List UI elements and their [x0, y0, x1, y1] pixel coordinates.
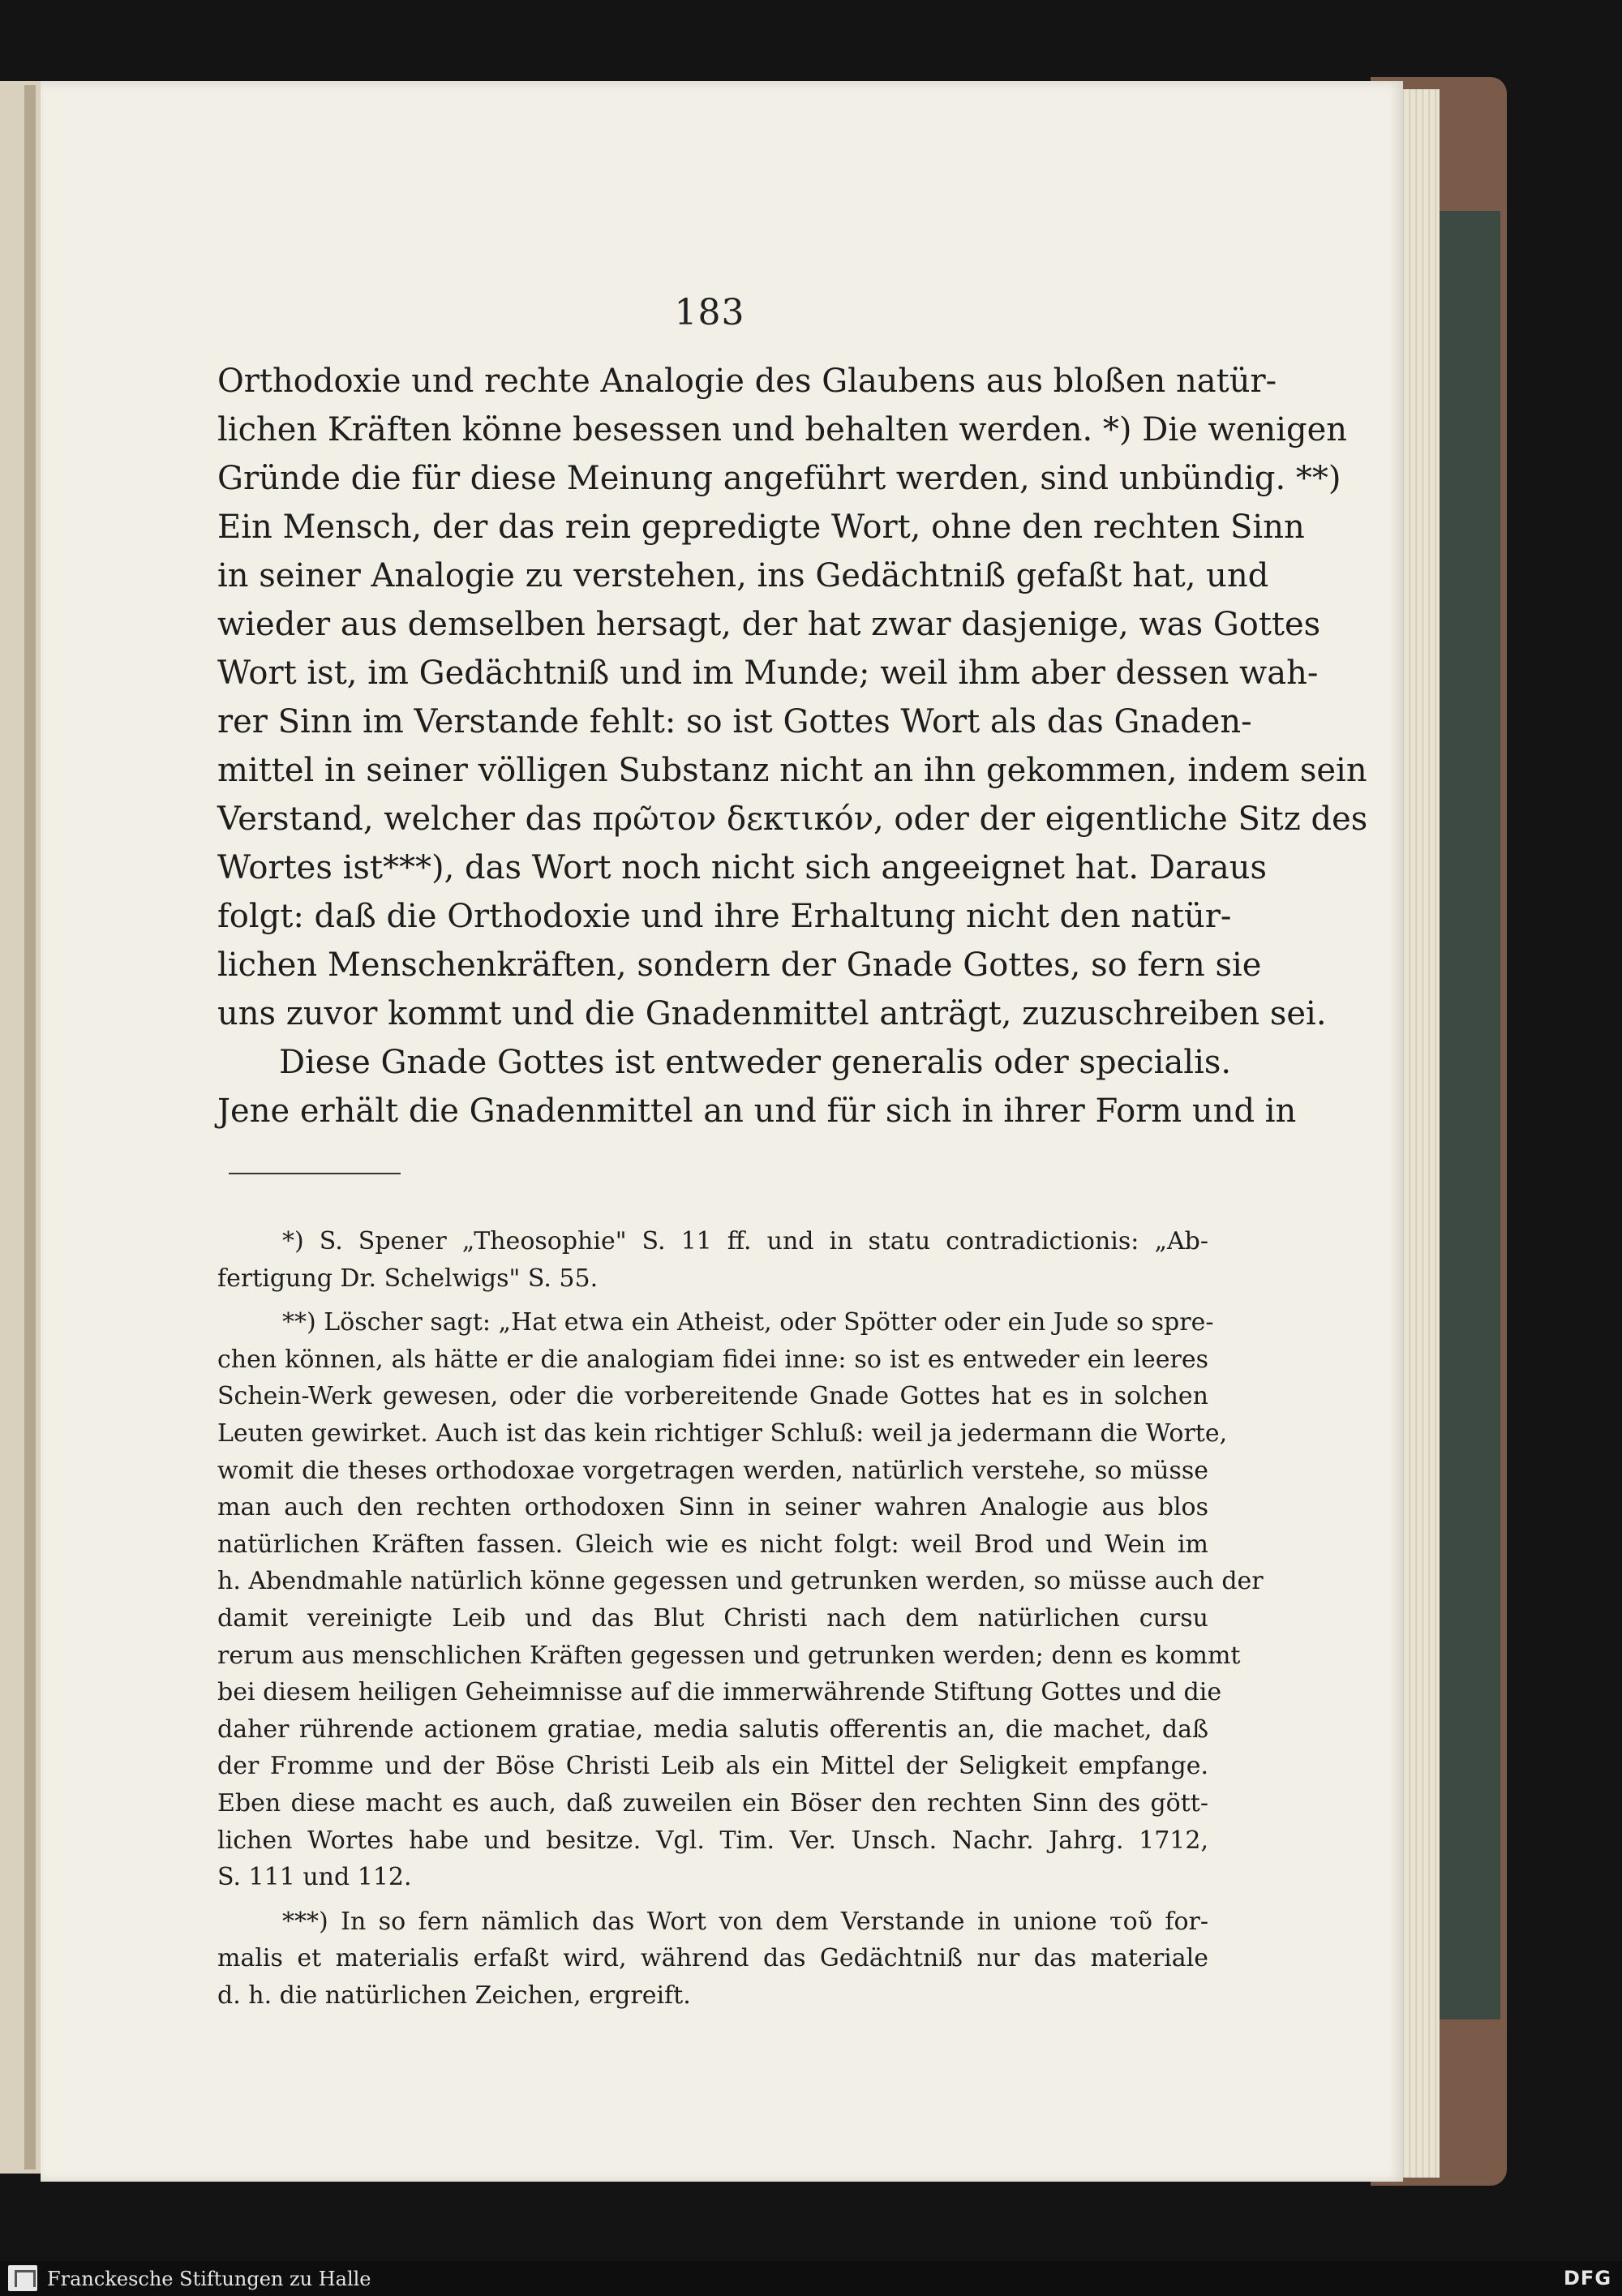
footnote-line: man auch den rechten orthodoxen Sinn in seiner wahren Analogie aus blos [217, 1493, 1208, 1522]
text-line: rer Sinn im Verstande fehlt: so ist Gottes Wort als das Gnaden- [217, 703, 1252, 740]
footnotes [217, 1223, 1264, 2014]
footnote-line: *) S. Spener „Theosophie" S. 11 ff. und in statu contradictionis: „Ab- [282, 1227, 1208, 1255]
footnote-line: ***) In so fern nämlich das Wort von dem Verstande in unione τοῦ for- [282, 1907, 1208, 1936]
text-line: in seiner Analogie zu verstehen, ins Gedächtniß gefaßt hat, und [217, 557, 1269, 594]
footnote-line: Leuten gewirket. Auch ist das kein richtiger Schluß: weil ja jedermann die Worte, [217, 1418, 1228, 1448]
footnote-1 [217, 1223, 1208, 1297]
footnote-line: der Fromme und der Böse Christi Leib als ein Mittel der Seligkeit empfange. [217, 1752, 1208, 1781]
text-line: Wort ist, im Gedächtniß und im Munde; weil ihm aber dessen wah- [217, 654, 1319, 692]
dfg-logo: DFG [1564, 2267, 1612, 2290]
footnote-line: rerum aus menschlichen Kräften gegessen und getrunken werden; denn es kommt [217, 1641, 1241, 1670]
text-line: folgt: daß die Orthodoxie und ihre Erhaltung nicht den natür- [217, 898, 1232, 935]
page-number: 183 [674, 292, 745, 333]
footnote-line: damit vereinigte Leib und das Blut Christi nach dem natürlichen cursu [217, 1603, 1208, 1633]
footnote-3 [217, 1903, 1208, 2015]
footnote-line: fertigung Dr. Schelwigs" S. 55. [217, 1264, 599, 1293]
text-line: wieder aus demselben hersagt, der hat zwar dasjenige, was Gottes [217, 606, 1321, 643]
footnote-line: Schein-Werk gewesen, oder die vorbereitende Gnade Gottes hat es in solchen [217, 1382, 1208, 1411]
text-line: Wortes ist***), das Wort noch nicht sich angeeignet hat. Daraus [217, 849, 1268, 886]
book-page [41, 81, 1403, 2182]
footnote-line: natürlichen Kräften fassen. Gleich wie es nicht folgt: weil Brod und Wein im [217, 1530, 1208, 1559]
footnote-line: lichen Wortes habe und besitze. Vgl. Tim. Ver. Unsch. Nachr. Jahrg. 1712, [217, 1826, 1208, 1855]
footnote-line: chen können, als hätte er die analogiam fidei inne: so ist es entweder ein leeres [217, 1345, 1208, 1374]
facing-page-shadow [24, 85, 36, 2169]
footnote-line: malis et materialis erfaßt wird, während das Gedächtniß nur das materiale [217, 1944, 1208, 1973]
institution-name: Franckesche Stiftungen zu Halle [47, 2268, 371, 2290]
footnote-line: bei diesem heiligen Geheimnisse auf die immerwährende Stiftung Gottes und die [217, 1678, 1222, 1707]
text-line: Verstand, welcher das πρῶτον δεκτικόν, oder der eigentliche Sitz des [217, 800, 1368, 838]
text-line: Orthodoxie und rechte Analogie des Glaubens aus bloßen natür- [217, 363, 1277, 400]
footnote-separator [229, 1173, 401, 1174]
text-line: lichen Kräften könne besessen und behalten werden. *) Die wenigen [217, 411, 1348, 448]
main-text [217, 357, 1368, 1135]
institution-logo-icon [8, 2265, 37, 2291]
footnote-line: S. 111 und 112. [217, 1863, 412, 1892]
footnote-line: Eben diese macht es auch, daß zuweilen ein Böser den rechten Sinn des gött- [217, 1788, 1208, 1817]
text-line: uns zuvor kommt und die Gnadenmittel anträgt, zuzuschreiben sei. [217, 995, 1327, 1032]
footnote-line: **) Löscher sagt: „Hat etwa ein Atheist, oder Spötter oder ein Jude so spre- [282, 1308, 1214, 1337]
text-line: Diese Gnade Gottes ist entweder generalis oder specialis. [279, 1044, 1232, 1081]
text-line: Jene erhält die Gnadenmittel an und für sich in ihrer Form und in [217, 1092, 1297, 1130]
text-line: lichen Menschenkräften, sondern der Gnade Gottes, so fern sie [217, 946, 1262, 984]
footnote-line: d. h. die natürlichen Zeichen, ergreift. [217, 1981, 691, 2010]
footnote-line: h. Abendmahle natürlich könne gegessen und getrunken werden, so müsse auch der [217, 1567, 1264, 1596]
text-line: Gründe die für diese Meinung angeführt werden, sind unbündig. **) [217, 460, 1341, 497]
footnote-2 [217, 1304, 1264, 1896]
text-line: mittel in seiner völligen Substanz nicht an ihn gekommen, indem sein [217, 752, 1367, 789]
text-line: Ein Mensch, der das rein gepredigte Wort, ohne den rechten Sinn [217, 509, 1305, 546]
footnote-line: womit die theses orthodoxae vorgetragen werden, natürlich verstehe, so müsse [217, 1456, 1208, 1485]
footnote-line: daher rührende actionem gratiae, media salutis offerentis an, die machet, daß [217, 1714, 1208, 1744]
